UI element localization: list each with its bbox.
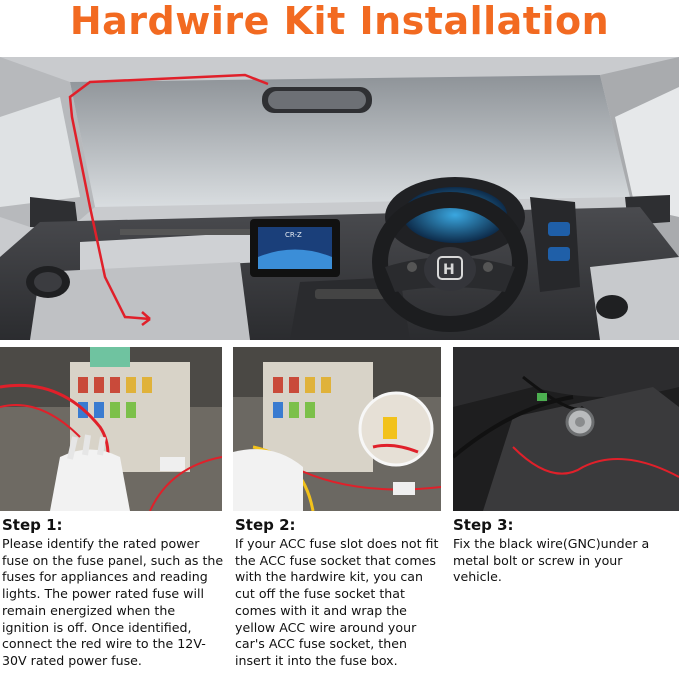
- step-1-body: Please identify the rated power fuse on the fuse panel, such as the fuses for appliances and reading lights. The power rated fuse will remain energized when the ignition is off. Once identified, connect the red wire to the 12V-30V rated power fuse.: [2, 536, 224, 668]
- step-3: [453, 516, 673, 586]
- step-1: [2, 516, 224, 670]
- car-interior-photo: [0, 57, 679, 340]
- gloved-hand: [50, 450, 130, 512]
- step-2-heading: Step 2:: [235, 516, 296, 534]
- step2-photo: [233, 347, 441, 511]
- step-1-heading: Step 1:: [2, 516, 63, 534]
- dash-logo-text: CR-Z: [285, 231, 302, 239]
- step-3-body: Fix the black wire(GNC)under a metal bolt or screw in your vehicle.: [453, 536, 650, 585]
- step1-photo: [0, 347, 222, 511]
- step-2-body: If your ACC fuse slot does not fit the ACC fuse socket that comes with the hardwire kit, you can cut off the fuse socket that comes with it and wrap the yellow ACC wire around your car's ACC fuse socket, then insert it into the fuse box.: [235, 536, 439, 668]
- svg-text:H: H: [443, 262, 455, 278]
- step-2: [235, 516, 440, 670]
- step-3-heading: Step 3:: [453, 516, 514, 534]
- page-title: Hardwire Kit Installation: [69, 0, 610, 43]
- step3-photo: [453, 347, 679, 511]
